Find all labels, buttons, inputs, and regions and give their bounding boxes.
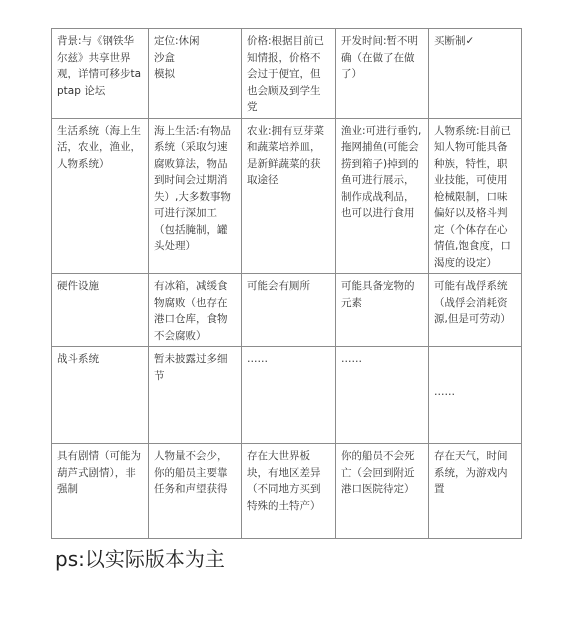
table-cell [52,29,149,119]
cell-text-ellipsis: …… [247,353,268,365]
table-cell [149,274,242,347]
cell-text-hardware: 硬件设施 [57,280,99,292]
table-cell [336,118,429,274]
info-table-body [52,29,522,539]
table-cell [242,118,336,274]
table-row-story [52,444,522,539]
table-cell [336,444,429,539]
cell-text-buyout: 买断制✓ [434,35,475,47]
table-cell [52,118,149,274]
cell-text-story: 具有剧情（可能为葫芦式剧情），非强制 [57,450,141,495]
table-cell [429,29,522,119]
cell-text-ellipsis: …… [341,353,362,365]
table-cell [52,274,149,347]
cell-text-combat: 战斗系统 [57,353,99,365]
cell-text-price: 价格:根据目前已知情报，价格不会过于便宜，但也会顾及到学生党 [247,35,325,113]
table-cell [336,29,429,119]
table-cell [429,118,522,274]
footnote: ps:以实际版本为主 [55,547,225,571]
cell-text-toilet: 可能会有厕所 [247,280,310,292]
table-row-hardware [52,274,522,347]
cell-text-positioning: 定位:休闲 沙盒 模拟 [154,35,200,80]
cell-text-fishery: 渔业:可进行垂钓,拖网捕鱼(可能会捞到箱子)掉到的鱼可进行展示，制作成战利品，也可以进行食用 [341,124,422,219]
cell-text-weather: 存在天气，时间系统，为游戏内置 [434,450,508,495]
cell-text-prisoners: 可能有战俘系统（战俘会消耗资源,但是可劳动） [434,280,511,325]
table-row-life-system [52,118,522,274]
cell-text-pets: 可能具备宠物的元素 [341,280,415,309]
cell-text-crew-death: 你的船员不会死亡（会回到附近港口医院待定） [341,450,415,495]
table-cell [429,444,522,539]
table-cell [149,29,242,119]
table-cell [52,444,149,539]
cell-text-character-system: 人物系统:目前已知人物可能具备种族，特性，职业技能，可使用枪械限制，口味偏好以及格斗判定（个体存在心情值,饱食度，口渴度的设定） [434,124,512,269]
cell-text-dev-time: 开发时间:暂不明确（在做了在做了） [341,35,419,80]
cell-text-background: 背景:与《钢铁华尔兹》共享世界观，详情可移步taptap 论坛 [57,35,142,97]
table-cell [242,347,336,444]
table-cell [149,444,242,539]
cell-text-fridge: 有冰箱，减缓食物腐败（也存在港口仓库，食物不会腐败） [154,280,228,342]
table-cell [336,347,429,444]
table-cell [52,347,149,444]
info-table [51,28,522,539]
table-cell [242,274,336,347]
table-cell [149,118,242,274]
cell-text-combat-details: 暂未披露过多细节 [154,353,228,382]
table-cell [336,274,429,347]
table-row-combat [52,347,522,444]
table-cell [242,29,336,119]
cell-text-agriculture: 农业:拥有豆芽菜和蔬菜培养皿，是新鲜蔬菜的获取途径 [247,124,325,186]
table-cell [429,347,522,444]
cell-text-ellipsis: …… [434,386,455,398]
table-cell [149,347,242,444]
table-row-background [52,29,522,119]
cell-text-sea-life: 海上生活:有物品系统（采取匀速腐败算法，物品到时间会过期消失）,大多数事物可进行深加工（包括腌制，罐头处理） [154,124,232,252]
table-cell [429,274,522,347]
cell-text-world-map: 存在大世界板块，有地区差异（不同地方买到特殊的土特产） [247,450,321,512]
cell-text-crew-count: 人物量不会少，你的船员主要靠任务和声望获得 [154,450,228,495]
table-cell [242,444,336,539]
cell-text-life-system: 生活系统（海上生活，农业，渔业，人物系统） [57,124,141,170]
